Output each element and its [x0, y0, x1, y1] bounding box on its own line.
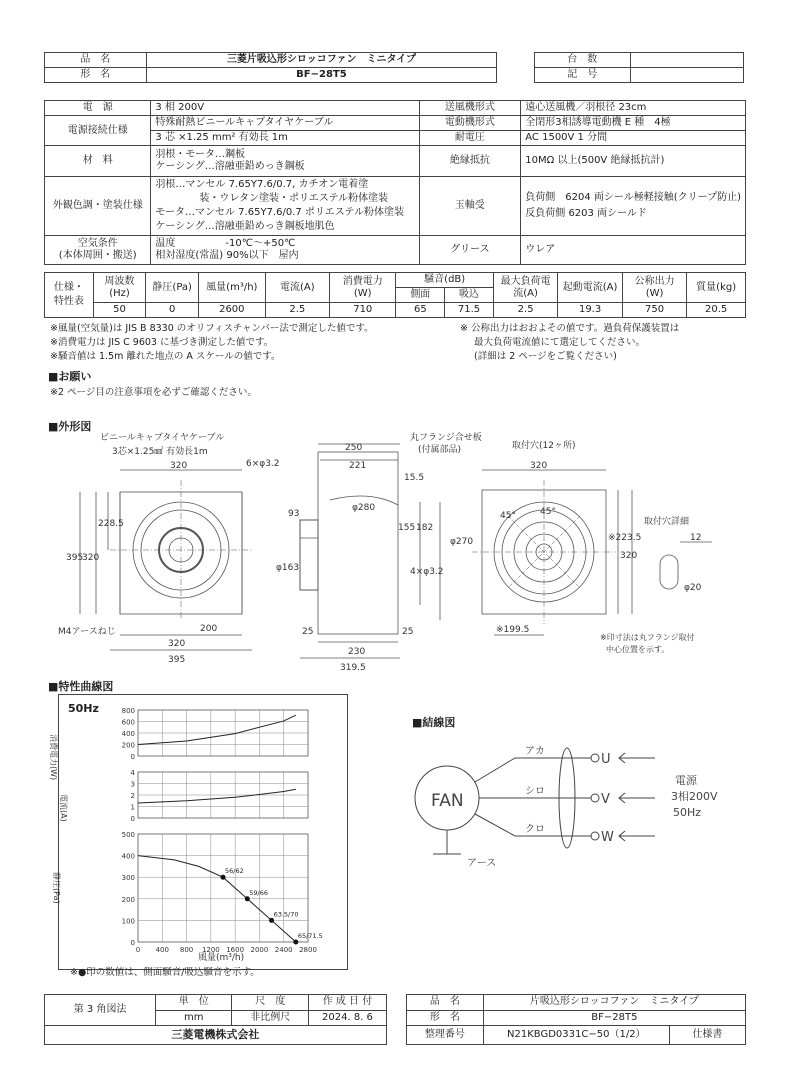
spec-value: 装・ウレタン塗装・ポリエステル粉体塗装 [199, 193, 389, 204]
footer-table [44, 994, 746, 1045]
dim-label: φ270 [450, 537, 474, 547]
spec-label: (本体周囲・搬送) [58, 250, 137, 261]
note-line: 最大負荷電流値にて選定してください。 [474, 337, 646, 348]
perf-header: 質量(kg) [687, 273, 746, 303]
dim-label: 320 [530, 461, 548, 471]
perf-value: 71.5 [445, 303, 494, 318]
current-tick-label: 3 [130, 780, 135, 789]
terminal-v [591, 794, 599, 802]
spec-value: 遠心送風機／羽根径 23cm [521, 101, 746, 116]
flange-label: 丸フランジ合せ板 [410, 433, 482, 443]
spec-label: 電 源 [45, 101, 151, 116]
spec-label: 空気条件 [77, 238, 118, 249]
spec-value: 反負荷側 6203 両シールド [525, 208, 647, 219]
spec-label: 電動機形式 [419, 116, 521, 131]
power-axis-label: 消費電力(W) [49, 734, 58, 781]
dim-label: 15.5 [404, 473, 425, 483]
perf-value: 50 [93, 303, 146, 318]
noise-marker-label: 56/62 [225, 867, 244, 876]
date-value: 2024. 8. 6 [309, 1010, 387, 1026]
curve-title: ■特性曲線図 [48, 680, 114, 693]
noise-marker-label: 59/66 [249, 888, 269, 897]
spec-value: 羽根・モータ…鋼板 [155, 149, 246, 160]
perf-header: 騒音(dB) [396, 273, 493, 288]
power-tick-label: 200 [121, 741, 135, 750]
terminal-label: V [601, 792, 610, 807]
dim-label: ※199.5 [496, 625, 530, 635]
current-tick-label: 1 [130, 803, 135, 812]
current-tick-label: 4 [130, 769, 135, 777]
power-label: 3相200V [671, 790, 718, 803]
dim-label: ※223.5 [608, 533, 642, 543]
fan-label: FAN [431, 791, 464, 811]
dim-label: 25 [302, 627, 314, 637]
seiri-label: 整理番号 [406, 1026, 483, 1045]
spec-value: ケーシング…溶融亜鉛めっき鋼板地肌色 [155, 221, 335, 232]
spec-value: モータ…マンセル 7.65Y7.6/0.7 ポリエステル粉体塗装 [155, 207, 405, 218]
x-tick-label: 0 [135, 946, 141, 954]
perf-table [44, 272, 746, 318]
x-tick-label: 2000 [250, 946, 269, 954]
dim-label: 395 [66, 553, 84, 563]
x-tick-label: 800 [179, 946, 194, 954]
spec-label: グリース [419, 236, 521, 265]
scale-label: 尺 度 [232, 995, 309, 1011]
perf-value: 20.5 [687, 303, 746, 318]
sp-tick-label: 400 [121, 852, 135, 861]
noise-marker [245, 896, 250, 901]
spec-value: 相対湿度(常温) 90%以下 屋内 [155, 250, 299, 261]
spec-label: 送風機形式 [419, 101, 521, 116]
noise-sub: 吸込 [445, 288, 494, 303]
wiring-diagram [405, 740, 735, 880]
flange-label: (付属部品) [418, 445, 462, 455]
spec-value: 3 相 200V [151, 101, 419, 116]
dim-label: 320 [168, 639, 186, 649]
gaikei-title: ■外形図 [48, 420, 92, 433]
plot-frame [138, 834, 308, 942]
spec-value: 10MΩ 以上(500V 絶縁抵抗計) [521, 146, 746, 177]
terminal-w [591, 832, 599, 840]
dim-label: 320 [82, 553, 100, 563]
katamei-footer: BF−28T5 [483, 1010, 745, 1026]
spec-value: 羽根…マンセル 7.65Y7.6/0.7, カチオン電着塗 [155, 179, 369, 190]
spec-label: 電源接続仕様 [45, 116, 151, 146]
power-curve-line [138, 715, 296, 744]
katamei-label: 形 名 [45, 68, 147, 83]
dim-label: 320 [170, 461, 188, 471]
earth-label: アース [467, 858, 497, 869]
m4-label: M4アースねじ [58, 627, 116, 637]
power-tick-label: 0 [130, 753, 135, 761]
current-tick-label: 2 [130, 792, 135, 800]
current-axis-label: 電流(A) [59, 794, 68, 822]
hole-detail [660, 555, 678, 589]
perf-header: 最大負荷電流(A) [493, 273, 557, 303]
dim-label: φ20 [684, 583, 702, 593]
sp-tick-label: 200 [121, 895, 135, 904]
wiring-title: ■結線図 [412, 716, 456, 729]
outline-drawing [0, 430, 790, 680]
dim-label: 320 [620, 551, 638, 561]
perf-header: 公称出力(W) [622, 273, 686, 303]
dim-label: 45° [500, 511, 516, 521]
spec-value: AC 1500V 1 分間 [521, 131, 746, 146]
terminal-label: W [601, 830, 614, 845]
spec-label: 耐電圧 [419, 131, 521, 146]
dim-label: 221 [349, 461, 367, 471]
angle-label: 第 3 角図法 [45, 995, 156, 1026]
dim-label: 155 [398, 523, 416, 533]
perf-header: 静圧(Pa) [146, 273, 199, 303]
x-tick-label: 400 [155, 946, 169, 954]
perf-header: 消費電力(W) [330, 273, 396, 303]
spec-value: ウレア [521, 236, 746, 265]
spec-value: ケーシング…溶融亜鉛めっき鋼板 [155, 161, 305, 172]
company-name: 三菱電機株式会社 [45, 1026, 387, 1045]
x-tick-label: 2800 [299, 946, 317, 954]
sp-tick-label: 0 [130, 939, 135, 947]
kigo-label: 記 号 [534, 68, 630, 83]
dim-label: 12 [690, 533, 702, 543]
wire-label: クロ [525, 824, 545, 835]
hinmei-footer-label: 品 名 [406, 995, 483, 1011]
note-line: ※風量(空気量)は JIS B 8330 のオリフィスチャンバー法で測定した値です。 [50, 323, 374, 334]
toritsuke-detail-label: 取付穴詳細 [644, 517, 690, 527]
sp-tick-label: 100 [121, 917, 135, 926]
dim-label: 4×φ3.2 [410, 567, 444, 577]
noise-marker-label: 65/71.5 [297, 932, 323, 940]
terminal-label: U [601, 752, 611, 767]
dim-label: 200 [200, 624, 218, 634]
hz-label: 50Hz [68, 702, 99, 715]
perf-value: 750 [622, 303, 686, 318]
spec-label: 材 料 [45, 146, 151, 177]
perf-label: 仕様・特性表 [45, 273, 94, 318]
note-line: ※ 公称出力はおおよその値です。過負荷保護装置は [460, 323, 680, 334]
noise-marker [221, 875, 226, 880]
current-tick-label: 0 [130, 815, 135, 823]
hinmei-footer: 片吸込形シロッコファン ミニタイプ [483, 995, 745, 1011]
note-line: ※消費電力は JIS C 9603 に基づき測定した値です。 [50, 337, 274, 348]
dim-label: 93 [288, 509, 300, 519]
dim-label: 45° [540, 507, 556, 517]
spec-label: 外観色調・塗装仕様 [45, 177, 151, 236]
perf-value: 65 [396, 303, 445, 318]
x-tick-label: 1200 [201, 946, 220, 954]
noise-marker [269, 918, 274, 923]
noise-marker-label: 63.5/70 [273, 910, 299, 919]
dim-label: 250 [345, 443, 363, 453]
hinmei-value: 三菱片吸込形シロッコファン ミニタイプ [146, 53, 497, 68]
scale-value: 非比例尺 [232, 1010, 309, 1026]
dim-label: 182 [416, 523, 434, 533]
current-curve-line [138, 789, 296, 803]
onegai-title: ■お願い [48, 370, 92, 383]
katamei-footer-label: 形 名 [406, 1010, 483, 1026]
unit-label: 単 位 [156, 995, 232, 1011]
power-tick-label: 600 [121, 718, 135, 727]
power-label: 電源 [675, 774, 697, 787]
dim-label: 395 [168, 655, 186, 665]
perf-value: 2.5 [265, 303, 329, 318]
dim-label: 228.5 [98, 519, 124, 529]
date-label: 作 成 日 付 [309, 995, 387, 1011]
noise-sub: 側面 [396, 288, 445, 303]
x-tick-label: 1600 [226, 946, 245, 954]
perf-value: 2.5 [493, 303, 557, 318]
sp-axis-label: 静圧(Pa) [52, 872, 61, 904]
sp-tick-label: 300 [121, 874, 135, 883]
toritsuke-label: 取付穴(12ヶ所) [512, 441, 576, 451]
katamei-value: BF−28T5 [146, 68, 497, 83]
perf-value: 19.3 [558, 303, 623, 318]
side-casing [318, 452, 398, 634]
onegai-text: ※2 ページ目の注意事項を必ずご確認ください。 [50, 387, 257, 398]
spec-table [44, 100, 746, 265]
cable-label-2: 3芯×1.25㎟ 有効長1m [112, 447, 208, 457]
spec-value: 温度 -10℃〜+50℃ [155, 238, 296, 249]
curve-note: ※●印の数値は、側面騒音/吸込騒音を示す。 [70, 967, 260, 978]
cable-label-1: ビニールキャブタイヤケーブル [100, 433, 225, 443]
note-line: (詳細は 2 ページをご覧ください) [474, 351, 617, 362]
dim-label: φ280 [352, 503, 376, 513]
doc-type: 仕様書 [669, 1026, 745, 1045]
spec-value: 3 芯 ×1.25 mm² 有効長 1m [151, 131, 419, 146]
dim-label: φ163 [276, 563, 300, 573]
x-axis-label: 風量(m³/h) [198, 953, 245, 963]
star-note: ※印寸法は丸フランジ取付 [600, 633, 695, 642]
unit-value: mm [156, 1010, 232, 1026]
power-label: 50Hz [673, 806, 702, 819]
dim-label: 230 [348, 647, 366, 657]
spec-label: 絶縁抵抗 [419, 146, 521, 177]
sp-tick-label: 500 [121, 831, 135, 839]
noise-marker [293, 940, 298, 945]
perf-header: 周波数(Hz) [93, 273, 146, 303]
perf-value: 0 [146, 303, 199, 318]
seiri-value: N21KBGD0331C−50（1/2） [483, 1026, 669, 1045]
spec-value: 負荷側 6204 両シール極軽接触(クリープ防止) [525, 192, 741, 203]
perf-value: 2600 [199, 303, 266, 318]
perf-header: 起動電流(A) [558, 273, 623, 303]
wire-label: シロ [525, 786, 545, 797]
dim-label: 319.5 [340, 663, 366, 673]
x-tick-label: 2400 [274, 946, 293, 954]
power-tick-label: 400 [121, 730, 135, 738]
dim-label: 6×φ3.2 [246, 459, 280, 469]
spec-label: 玉軸受 [419, 177, 521, 236]
star-note: 中心位置を示す。 [606, 645, 670, 654]
perf-header: 風量(m³/h) [199, 273, 266, 303]
daisu-label: 台 数 [534, 53, 630, 68]
spec-value: 特殊耐熱ビニールキャブタイヤケーブル [151, 116, 419, 131]
perf-header: 電流(A) [265, 273, 329, 303]
note-line: ※騒音値は 1.5m 離れた地点の A スケールの値です。 [50, 351, 281, 362]
dim-label: 25 [402, 627, 414, 637]
wire-label: アカ [525, 746, 545, 757]
power-tick-label: 800 [121, 707, 135, 715]
header-table [44, 52, 744, 83]
characteristic-curve-chart [49, 694, 348, 970]
hinmei-label: 品 名 [45, 53, 147, 68]
spec-value: 全閉形3相誘導電動機 E 種 4極 [521, 116, 746, 131]
terminal-u [591, 754, 599, 762]
perf-value: 710 [330, 303, 396, 318]
